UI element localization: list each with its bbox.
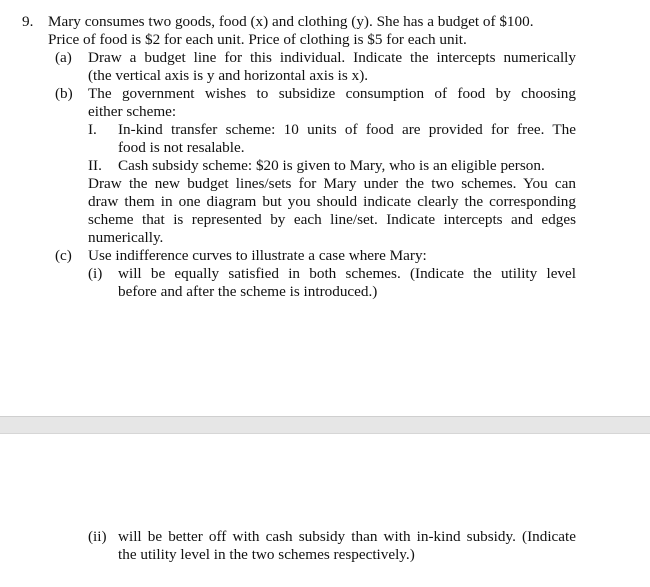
scheme-2-line-1: Cash subsidy scheme: $20 is given to Mary, who is an eligible person. [118,157,545,174]
instructions-line-4: numerically. [88,229,164,246]
question-number: 9. [22,13,34,30]
instructions-line-1: Draw the new budget lines/sets for Mary under the two schemes. You can [88,175,576,192]
part-c-ii-label: (ii) [88,528,107,545]
part-c-ii-line-2: the utility level in the two schemes respectively.) [118,546,415,563]
part-c-intro: Use indifference curves to illustrate a case where Mary: [88,247,427,264]
question-stem-line-1: Mary consumes two goods, food (x) and clothing (y). She has a budget of $100. [48,13,534,30]
part-c-i-line-1: will be equally satisfied in both schemes. (Indicate the utility level [118,265,576,282]
scheme-1-label: I. [88,121,97,138]
instructions-line-2: draw them in one diagram but you should indicate clearly the corresponding [88,193,576,210]
part-b-line-1: The government wishes to subsidize consumption of food by choosing [88,85,576,102]
part-a-line-1: Draw a budget line for this individual. Indicate the intercepts numerically [88,49,576,66]
part-c-i-line-2: before and after the scheme is introduced.) [118,283,378,300]
part-a-line-2: (the vertical axis is y and horizontal axis is x). [88,67,369,84]
scheme-1-line-2: food is not resalable. [118,139,245,156]
part-b-line-2: either scheme: [88,103,177,120]
scheme-2-label: II. [88,157,102,174]
part-c-ii-line-1: will be better off with cash subsidy than with in-kind subsidy. (Indicate [118,528,576,545]
scheme-1-line-1: In-kind transfer scheme: 10 units of food are provided for free. The [118,121,576,138]
part-a-label: (a) [55,49,72,66]
page-break-divider [0,416,650,434]
part-c-label: (c) [55,247,72,264]
part-c-i-label: (i) [88,265,103,282]
instructions-line-3: scheme that is represented by each line/set. Indicate intercepts and edges [88,211,576,228]
part-b-label: (b) [55,85,73,102]
question-stem-line-2: Price of food is $2 for each unit. Price of clothing is $5 for each unit. [48,31,467,48]
